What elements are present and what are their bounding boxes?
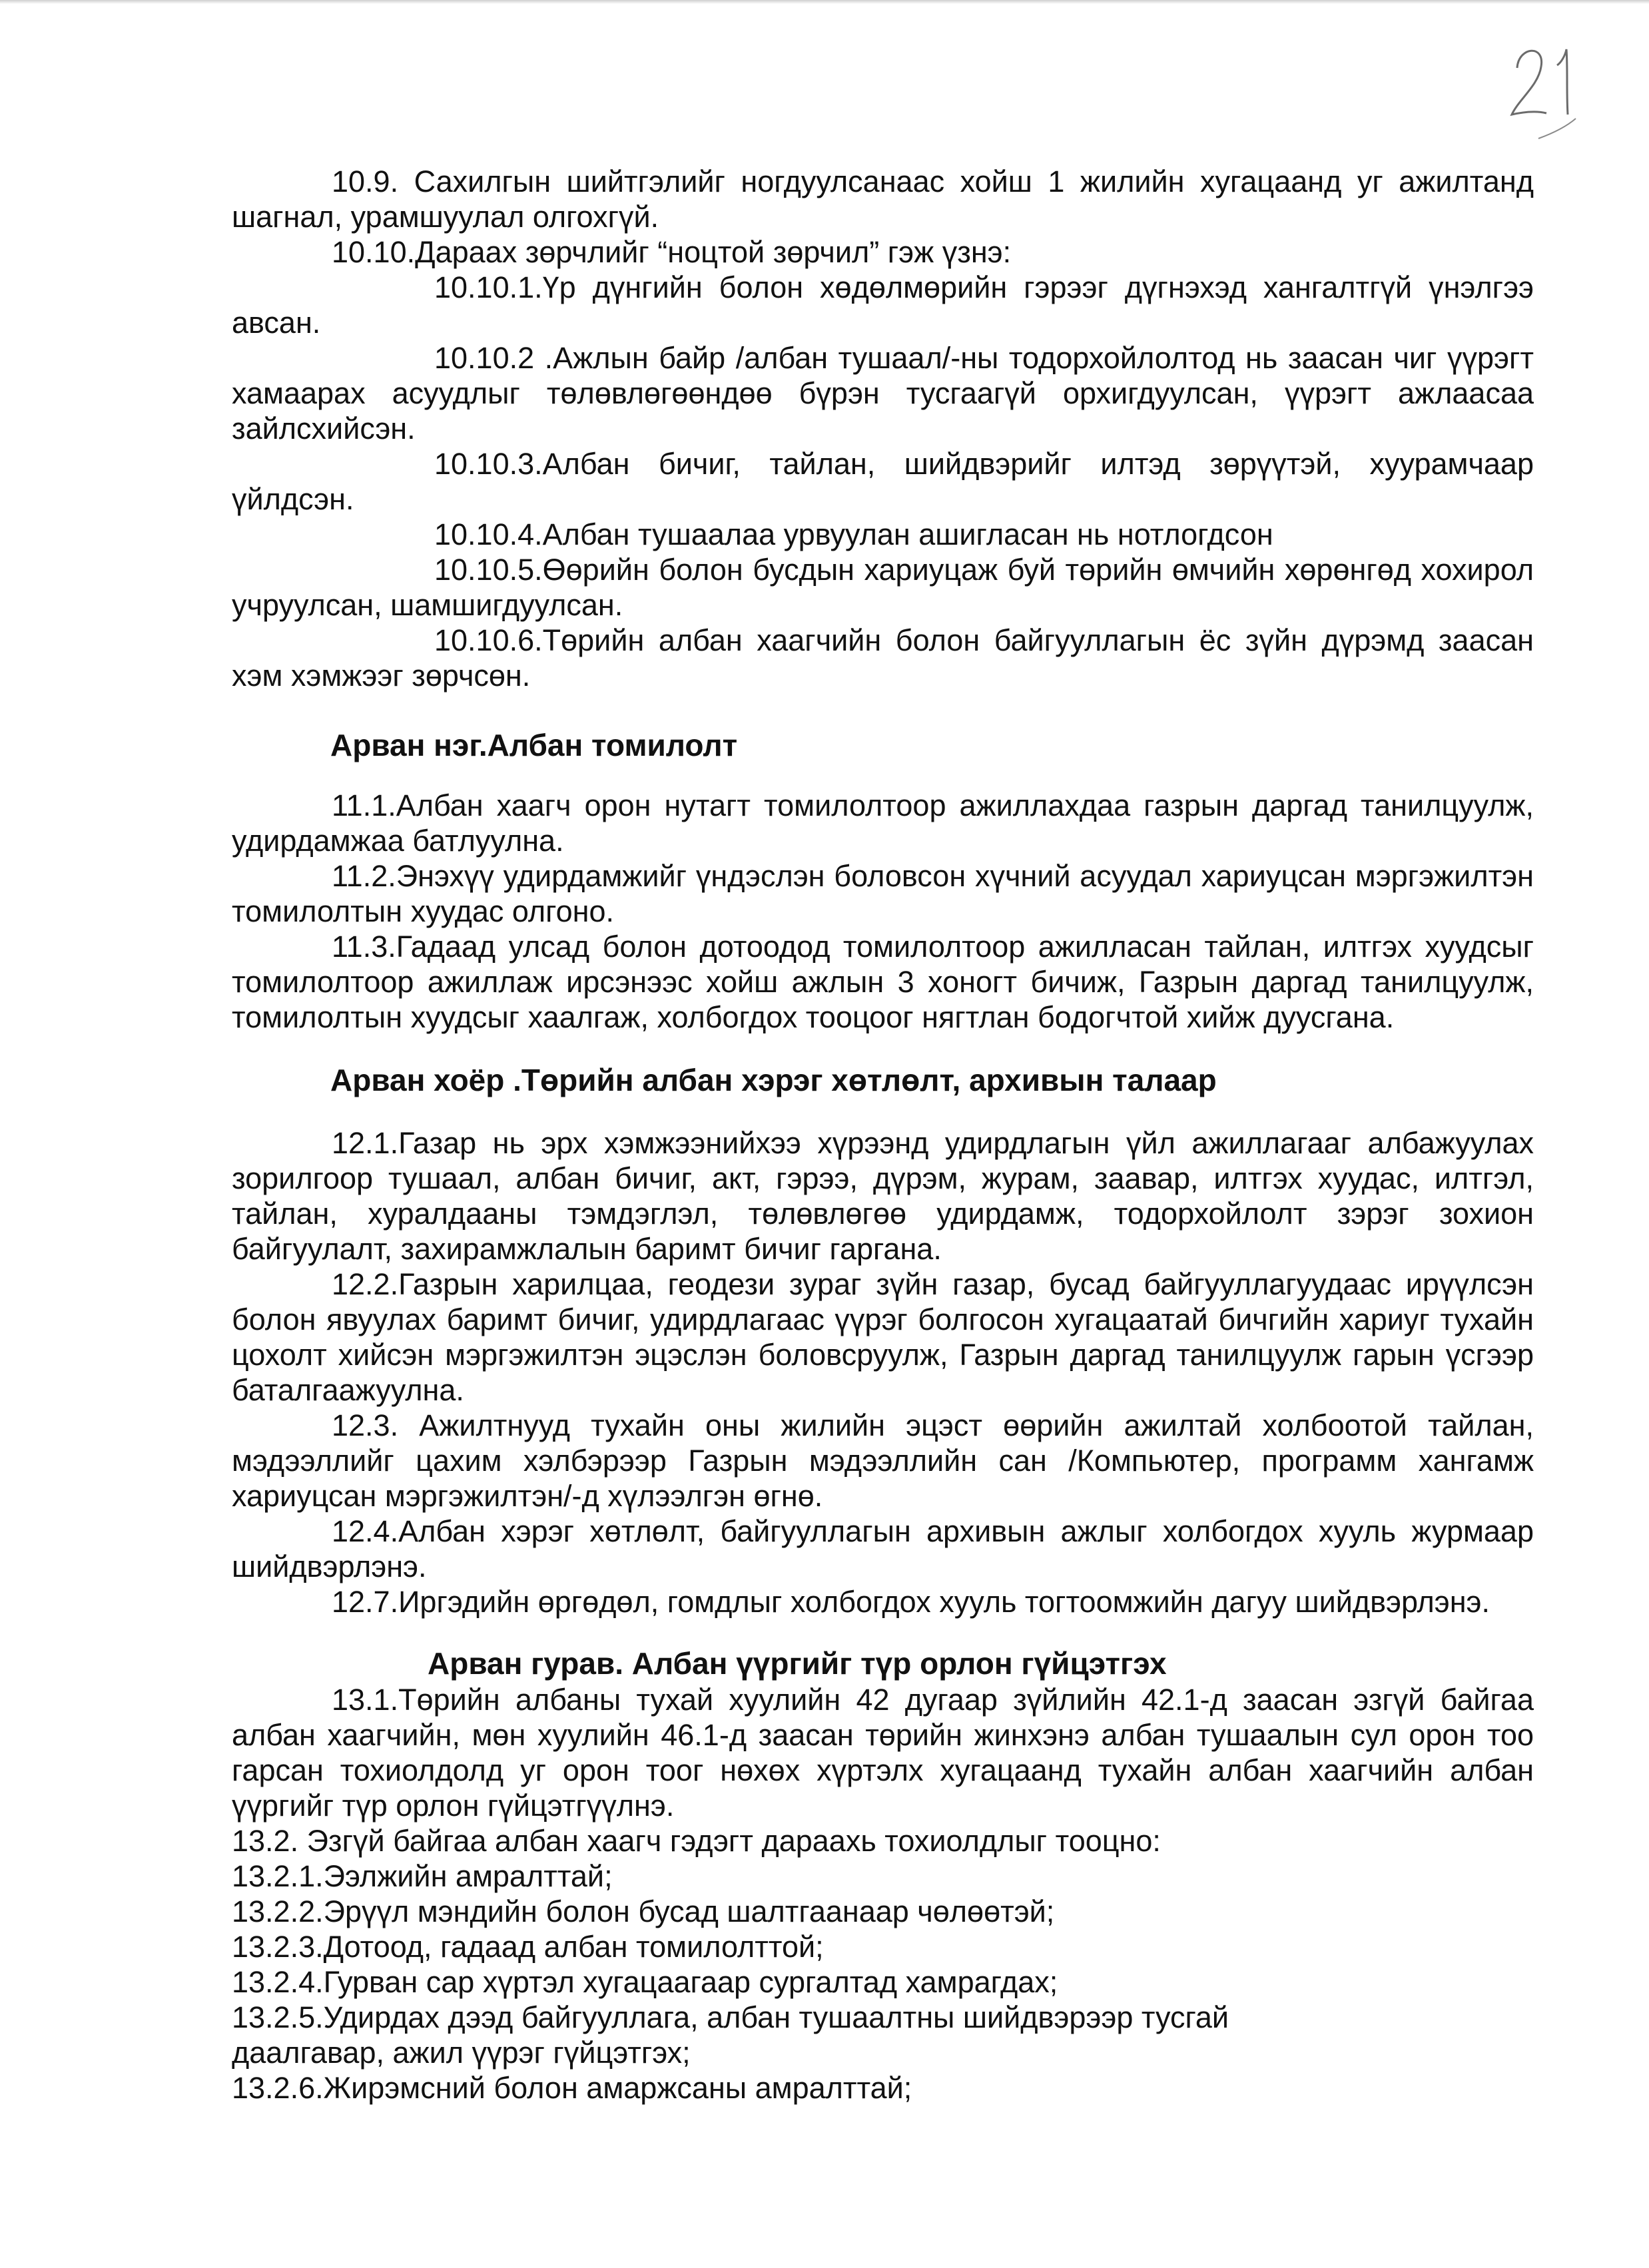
clause-10-10-3: 10.10.3.Албан бичиг, тайлан, шийдвэрийг илтэд зөрүүтэй, хуурамчаар үйлдсэн. <box>232 447 1534 516</box>
clause-10-10-5: 10.10.5.Өөрийн болон бусдын хариуцаж буй төрийн өмчийн хөрөнгөд хохирол учруулсан, шамшигдуулсан. <box>232 553 1534 622</box>
clause-11-3: 11.3.Гадаад улсад болон дотоодод томилолтоор ажилласан тайлан, илтгэх хуудсыг томилолтоор ажиллаж ирсэнээс хойш ажлын 3 хоногт бичиж, Газрын даргад танилцуулж, томилолтын хуудсыг хаалгаж, холбогдох тооцоог нягтлан бодогчтой хийж дуусгана. <box>232 930 1534 1034</box>
document-body <box>232 164 1534 2106</box>
section-heading-11: Арван нэг.Албан томилолт <box>330 728 738 762</box>
section-heading-13: Арван гурав. Албан үүргийг түр орлон гүйцэтгэх <box>428 1646 1167 1681</box>
clause-11-2: 11.2.Энэхүү удирдамжийг үндэслэн боловсон хүчний асуудал хариуцсан мэргэжилтэн томилолтын хуудас олгоно. <box>232 859 1534 928</box>
clause-10-10-2: 10.10.2 .Ажлын байр /албан тушаал/-ны тодорхойлолтод нь заасан чиг үүрэгт хамаарах асуудлыг төлөвлөгөөндөө бүрэн тусгаагүй орхигдуулсан, үүрэгт ажлаасаа зайлсхийсэн. <box>232 341 1534 445</box>
handwritten-page-number <box>1492 27 1592 160</box>
scan-edge <box>0 0 1649 4</box>
clause-13-2-4: 13.2.4.Гурван сар хүртэл хугацаагаар сургалтад хамрагдах; <box>232 1965 1058 1999</box>
clause-13-2-5-line-1: 13.2.5.Удирдах дээд байгууллага, албан тушаалтны шийдвэрээр тусгай <box>232 2000 1229 2034</box>
clause-12-7: 12.7.Иргэдийн өргөдөл, гомдлыг холбогдох хууль тогтоомжийн дагуу шийдвэрлэнэ. <box>332 1585 1490 1619</box>
clause-13-2-3: 13.2.3.Дотоод, гадаад албан томилолттой; <box>232 1930 824 1964</box>
clause-12-4: 12.4.Албан хэрэг хөтлөлт, байгууллагын архивын ажлыг холбогдох хууль журмаар шийдвэрлэнэ. <box>232 1514 1534 1583</box>
clause-10-10-4: 10.10.4.Албан тушаалаа урвуулан ашигласан нь нотлогдсон <box>434 517 1273 551</box>
clause-11-1: 11.1.Албан хаагч орон нутагт томилолтоор ажиллахдаа газрын даргад танилцуулж, удирдамжаа батлуулна. <box>232 788 1534 858</box>
clause-13-2: 13.2. Эзгүй байгаа албан хаагч гэдэгт дараахь тохиолдлыг тооцно: <box>232 1824 1161 1858</box>
clause-13-2-1: 13.2.1.Ээлжийн амралттай; <box>232 1859 613 1893</box>
clause-10-9: 10.9. Сахилгын шийтгэлийг ногдуулсанаас хойш 1 жилийн хугацаанд уг ажилтанд шагнал, урамшуулал олгохгүй. <box>232 164 1534 234</box>
clause-13-2-6: 13.2.6.Жирэмсний болон амаржсаны амралттай; <box>232 2071 912 2105</box>
clause-12-1: 12.1.Газар нь эрх хэмжээнийхээ хүрээнд удирдлагын үйл ажиллагааг албажуулах зорилгоор тушаал, албан бичиг, акт, гэрээ, дүрэм, журам, заавар, илтгэх хуудас, илтгэл, тайлан, хуралдааны тэмдэглэл, төлөвлөгөө удирдамж, тодорхойлолт зэрэг зохион байгуулалт, захирамжлалын баримт бичиг гаргана. <box>232 1126 1534 1266</box>
clause-13-1: 13.1.Төрийн албаны тухай хуулийн 42 дугаар зүйлийн 42.1-д заасан эзгүй байгаа албан хаагчийн, мөн хуулийн 46.1-д заасан төрийн жинхэнэ албан тушаалын сул орон тоо гарсан тохиолдолд уг орон тоог нөхөх хүртэлх хугацаанд тухайн албан хаагчийн албан үүргийг түр орлон гүйцэтгүүлнэ. <box>232 1683 1534 1823</box>
clause-10-10-6: 10.10.6.Төрийн албан хаагчийн болон байгууллагын ёс зүйн дүрэмд заасан хэм хэмжээг зөрчсөн. <box>232 623 1534 693</box>
clause-10-10: 10.10.Дараах зөрчлийг “ноцтой зөрчил” гэж үзнэ: <box>332 235 1012 269</box>
section-heading-12: Арван хоёр .Төрийн албан хэрэг хөтлөлт, архивын талаар <box>330 1063 1217 1097</box>
clause-10-10-1: 10.10.1.Үр дүнгийн болон хөдөлмөрийн гэрээг дүгнэхэд хангалтгүй үнэлгээ авсан. <box>232 270 1534 340</box>
clause-13-2-2: 13.2.2.Эрүүл мэндийн болон бусад шалтгаанаар чөлөөтэй; <box>232 1894 1055 1928</box>
clause-12-3: 12.3. Ажилтнууд тухайн оны жилийн эцэст өөрийн ажилтай холбоотой тайлан, мэдээллийг цахим хэлбэрээр Газрын мэдээллийн сан /Компьютер, программ хангамж хариуцсан мэргэжилтэн/-д хүлээлгэн өгнө. <box>232 1408 1534 1513</box>
clause-13-2-5-line-2: даалгавар, ажил үүрэг гүйцэтгэх; <box>232 2036 691 2070</box>
clause-12-2: 12.2.Газрын харилцаа, геодези зураг зүйн газар, бусад байгууллагуудаас ирүүлсэн болон явуулах баримт бичиг, удирдлагаас үүрэг болгосон хугацаатай бичгийн хариуг тухайн цохолт хийсэн мэргэжилтэн эцэслэн боловсруулж, Газрын даргад танилцуулж гарын үсгээр баталгаажуулна. <box>232 1267 1534 1407</box>
